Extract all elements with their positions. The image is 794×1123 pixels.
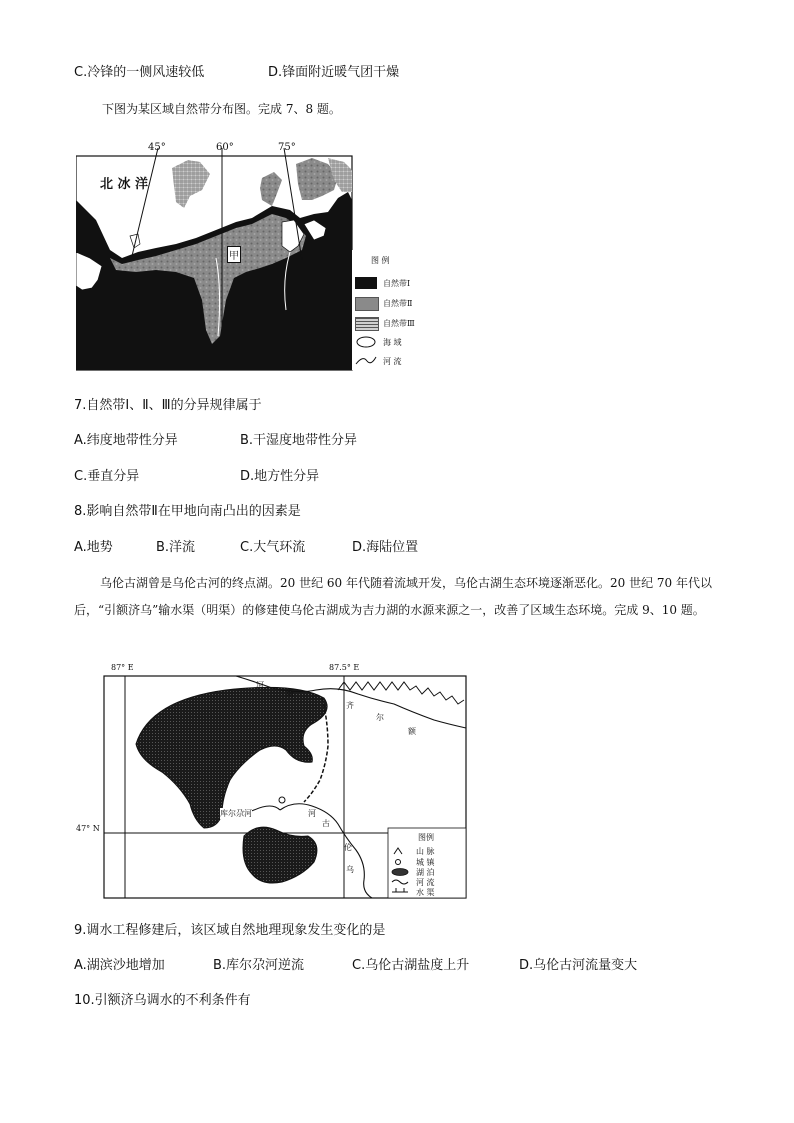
q7-option-a: A.纬度地带性分异 bbox=[74, 433, 178, 448]
river-irtysh-char-4: 尔 bbox=[376, 713, 384, 722]
lon-label-75: 75° bbox=[278, 142, 296, 153]
legend-label-mountain: 山 脉 bbox=[416, 847, 435, 856]
lon-label-87: 87° E bbox=[111, 663, 134, 672]
q10-stem: 10.引额济乌调水的不利条件有 bbox=[74, 993, 251, 1008]
legend-river-icon bbox=[355, 353, 377, 367]
q8-option-c: C.大气环流 bbox=[240, 540, 306, 555]
q7-option-b: B.干湿度地带性分异 bbox=[240, 433, 358, 448]
intro-7-8: 下图为某区域自然带分布图。完成 7、8 题。 bbox=[102, 102, 341, 116]
river-irtysh-char-2: 斯 bbox=[286, 689, 294, 698]
map1-legend-title: 图 例 bbox=[371, 256, 390, 265]
legend-swatch-zone3 bbox=[355, 317, 379, 331]
lon-label-87-5: 87.5° E bbox=[329, 663, 360, 672]
river-ulungur-char-2: 古 bbox=[322, 819, 330, 828]
q8-option-b: B.洋流 bbox=[156, 540, 196, 555]
ulungur-lake-map bbox=[76, 660, 470, 902]
river-kuerjie-label: 库尔尕河 bbox=[220, 809, 252, 818]
natural-zone-map bbox=[76, 140, 358, 372]
q9-option-c: C.乌伦古湖盐度上升 bbox=[352, 958, 470, 973]
q8-option-d: D.海陆位置 bbox=[352, 540, 419, 555]
q6-option-d: D.锋面附近暖气团干燥 bbox=[268, 65, 400, 80]
q8-stem: 8.影响自然带Ⅱ在甲地向南凸出的因素是 bbox=[74, 504, 301, 519]
q9-option-a: A.湖滨沙地增加 bbox=[74, 958, 165, 973]
ulungur-lake-map-svg bbox=[76, 660, 470, 902]
place-label-jia: 甲 bbox=[227, 246, 241, 263]
q7-stem: 7.自然带Ⅰ、Ⅱ、Ⅲ的分异规律属于 bbox=[74, 398, 262, 413]
q9-option-b: B.库尔尕河逆流 bbox=[213, 958, 305, 973]
q7-option-c: C.垂直分异 bbox=[74, 469, 140, 484]
legend-label-sea: 海 域 bbox=[383, 338, 402, 347]
river-ulungur-char-4: 乌 bbox=[346, 865, 354, 874]
legend-label-zone3: 自然带Ⅲ bbox=[383, 319, 415, 328]
legend-label-river: 河 流 bbox=[383, 357, 402, 366]
river-irtysh-char-5: 额 bbox=[408, 727, 416, 736]
sea-label-arctic: 北 冰 洋 bbox=[100, 177, 149, 192]
legend-label-zone1: 自然带Ⅰ bbox=[383, 279, 411, 288]
q7-option-d: D.地方性分异 bbox=[240, 469, 320, 484]
intro-9-10: 乌伦古湖曾是乌伦古河的终点湖。20 世纪 60 年代随着流域开发，乌伦古湖生态环境逐渐恶化。20 世纪 70 年代以后，“引额济乌”输水渠（明渠）的修建使乌伦古湖成为吉力湖的水源来源之一，改善了区域生态环境。完成 9、10 题。 bbox=[74, 576, 712, 617]
q8-option-a: A.地势 bbox=[74, 540, 113, 555]
map2-legend-title: 图例 bbox=[418, 833, 434, 842]
q6-option-c: C.冷锋的一侧风速较低 bbox=[74, 65, 205, 80]
legend-label-lake: 湖 泊 bbox=[416, 868, 435, 877]
q9-stem: 9.调水工程修建后，该区域自然地理现象发生变化的是 bbox=[74, 923, 386, 938]
river-irtysh-char-3: 齐 bbox=[346, 701, 354, 710]
legend-sea-icon bbox=[355, 335, 377, 349]
lon-label-45: 45° bbox=[148, 142, 166, 153]
legend-swatch-zone1 bbox=[355, 277, 377, 289]
legend-town-icon bbox=[396, 860, 401, 865]
river-irtysh-char-1: 河 bbox=[256, 681, 264, 690]
legend-swatch-zone2 bbox=[355, 297, 379, 311]
legend-label-zone2: 自然带Ⅱ bbox=[383, 299, 413, 308]
lon-label-60: 60° bbox=[216, 142, 234, 153]
river-ulungur-char-1: 河 bbox=[308, 809, 316, 818]
legend-lake-icon bbox=[392, 869, 408, 876]
river-ulungur-char-3: 伦 bbox=[344, 843, 352, 852]
legend-label-river: 河 流 bbox=[416, 878, 435, 887]
lat-label-47: 47° N bbox=[76, 824, 100, 833]
legend-label-canal: 水 渠 bbox=[416, 888, 435, 897]
map1-legend bbox=[353, 255, 428, 373]
q9-option-d: D.乌伦古河流量变大 bbox=[519, 958, 638, 973]
town-marker bbox=[279, 797, 285, 803]
legend-label-town: 城 镇 bbox=[416, 858, 435, 867]
